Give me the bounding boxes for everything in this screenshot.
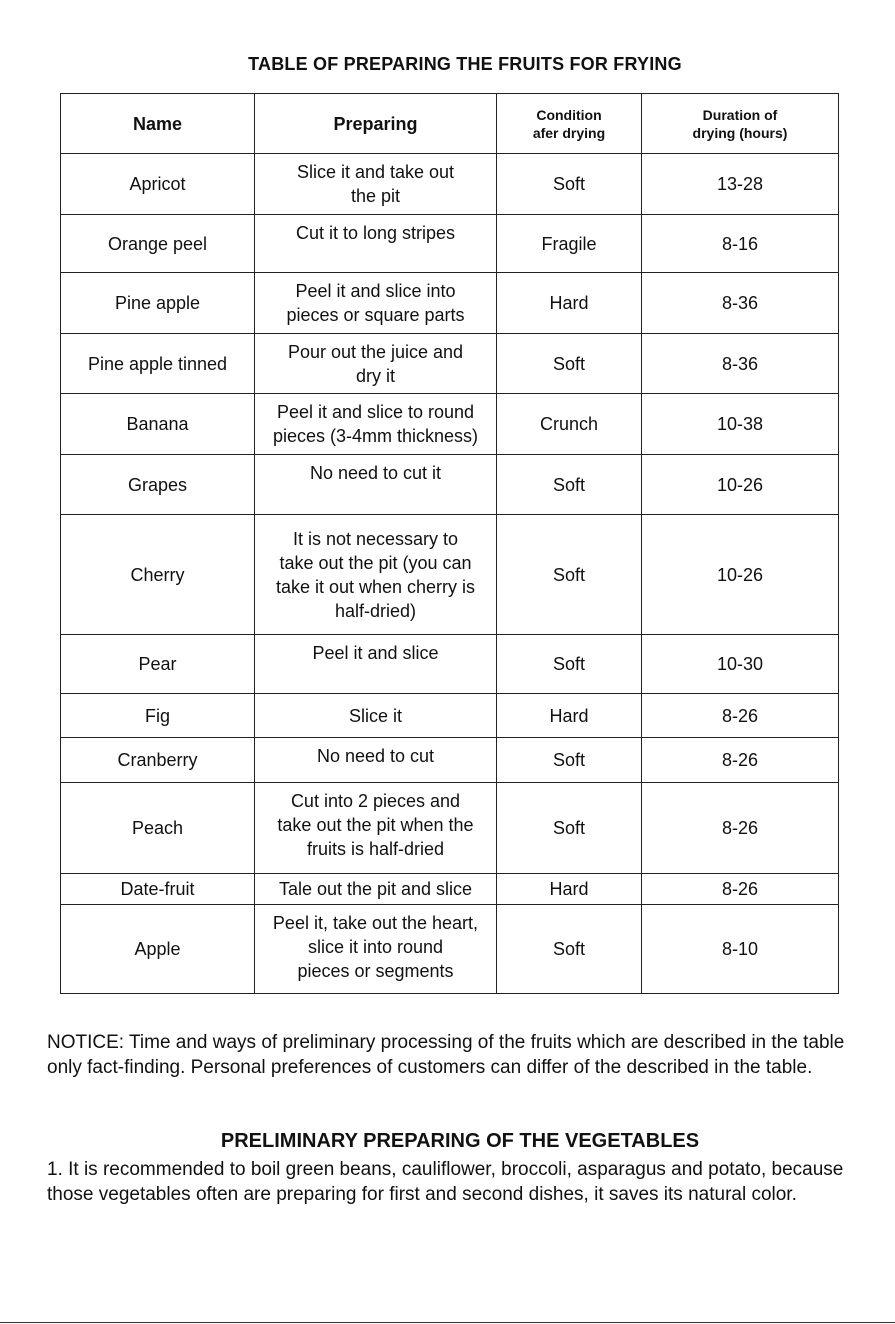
bottom-rule: [0, 1322, 895, 1323]
table-row: [61, 694, 839, 738]
fruit-preparation-table: [60, 93, 839, 994]
header-name: Name: [61, 94, 255, 154]
condition-cell: Soft: [497, 783, 642, 874]
preparing-cell: Peel it and slice: [255, 635, 497, 694]
fruit-name-cell: Date-fruit: [61, 874, 255, 905]
preparing-cell: Slice it and take out the pit: [255, 154, 497, 215]
header-condition: [497, 94, 642, 154]
preparing-cell: It is not necessary to take out the pit (you can take it out when cherry is half-dried): [255, 515, 497, 635]
preparing-cell: Cut into 2 pieces and take out the pit when the fruits is half-dried: [255, 783, 497, 874]
header-duration-line1: Duration of: [702, 106, 778, 123]
fruit-name-cell: Pine apple: [61, 273, 255, 334]
duration-cell: 8-26: [642, 694, 839, 738]
table-row: [61, 215, 839, 273]
header-duration-line2: drying (hours): [692, 124, 788, 141]
fruit-name-cell: Fig: [61, 694, 255, 738]
duration-cell: 8-26: [642, 738, 839, 783]
preparing-cell: Peel it and slice into pieces or square parts: [255, 273, 497, 334]
fruit-name-cell: Banana: [61, 394, 255, 455]
table-row: [61, 273, 839, 334]
table-row: [61, 154, 839, 215]
fruit-name-cell: Peach: [61, 783, 255, 874]
header-preparing: Preparing: [255, 94, 497, 154]
fruit-name-cell: Pear: [61, 635, 255, 694]
fruit-name-cell: Orange peel: [61, 215, 255, 273]
fruit-name-cell: Apple: [61, 905, 255, 994]
preparing-cell: Peel it and slice to round pieces (3-4mm thickness): [255, 394, 497, 455]
condition-cell: Soft: [497, 738, 642, 783]
table-row: [61, 738, 839, 783]
preparing-cell: Pour out the juice and dry it: [255, 334, 497, 394]
duration-cell: 8-16: [642, 215, 839, 273]
vegetables-paragraph: 1. It is recommended to boil green beans, cauliflower, broccoli, asparagus and potato, because those vegetables often are preparing for first and second dishes, it saves its natural color.: [47, 1159, 844, 1205]
table-row: [61, 334, 839, 394]
condition-cell: Soft: [497, 635, 642, 694]
table-row: [61, 515, 839, 635]
table-row: [61, 783, 839, 874]
fruit-name-cell: Cranberry: [61, 738, 255, 783]
preparing-cell: Slice it: [255, 694, 497, 738]
condition-cell: Crunch: [497, 394, 642, 455]
condition-cell: Hard: [497, 874, 642, 905]
fruit-name-cell: Grapes: [61, 455, 255, 515]
notice-text: NOTICE: Time and ways of preliminary processing of the fruits which are described in the table only fact-finding. Personal preferences of customers can differ of the described in the table.: [47, 1032, 845, 1078]
duration-cell: 10-26: [642, 515, 839, 635]
preparing-cell: Tale out the pit and slice: [255, 874, 497, 905]
preparing-cell: No need to cut: [255, 738, 497, 783]
condition-cell: Soft: [497, 515, 642, 635]
table-row: [61, 905, 839, 994]
duration-cell: 8-26: [642, 874, 839, 905]
duration-cell: 8-10: [642, 905, 839, 994]
vegetables-title: PRELIMINARY PREPARING OF THE VEGETABLES: [220, 1130, 700, 1152]
preparing-cell: No need to cut it: [255, 455, 497, 515]
table-row: [61, 635, 839, 694]
table-header-row: [61, 94, 839, 154]
condition-cell: Hard: [497, 273, 642, 334]
table-row: [61, 874, 839, 905]
header-condition-line2: afer drying: [532, 124, 606, 141]
fruit-name-cell: Pine apple tinned: [61, 334, 255, 394]
duration-cell: 13-28: [642, 154, 839, 215]
condition-cell: Soft: [497, 905, 642, 994]
duration-cell: 8-26: [642, 783, 839, 874]
header-condition-line1: Condition: [536, 106, 602, 123]
duration-cell: 10-38: [642, 394, 839, 455]
header-duration: [642, 94, 839, 154]
preparing-cell: Peel it, take out the heart, slice it into round pieces or segments: [255, 905, 497, 994]
table-row: [61, 394, 839, 455]
condition-cell: Soft: [497, 334, 642, 394]
duration-cell: 8-36: [642, 334, 839, 394]
condition-cell: Fragile: [497, 215, 642, 273]
duration-cell: 10-30: [642, 635, 839, 694]
condition-cell: Hard: [497, 694, 642, 738]
duration-cell: 8-36: [642, 273, 839, 334]
fruit-name-cell: Apricot: [61, 154, 255, 215]
fruit-name-cell: Cherry: [61, 515, 255, 635]
preparing-cell: Cut it to long stripes: [255, 215, 497, 273]
table-row: [61, 455, 839, 515]
condition-cell: Soft: [497, 455, 642, 515]
condition-cell: Soft: [497, 154, 642, 215]
table-title: TABLE OF PREPARING THE FRUITS FOR FRYING: [248, 54, 682, 74]
table-body: [61, 154, 839, 994]
duration-cell: 10-26: [642, 455, 839, 515]
